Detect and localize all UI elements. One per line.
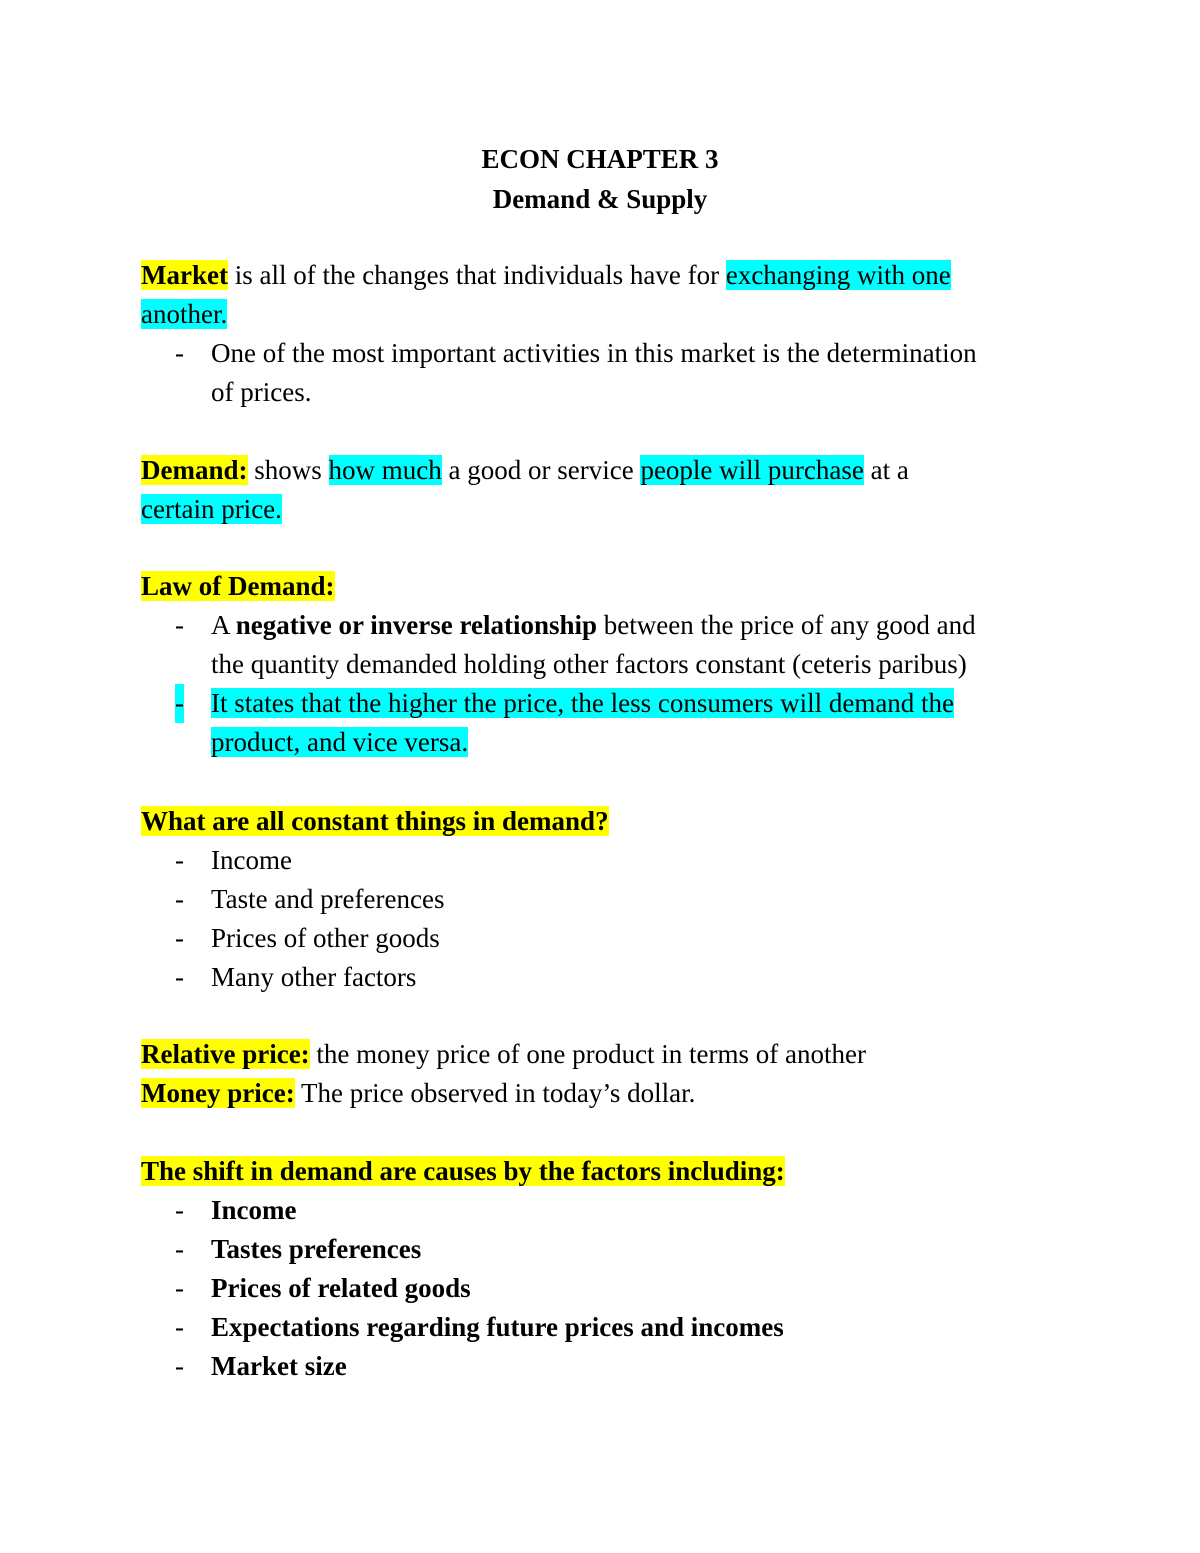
document-subtitle: Demand & Supply	[492, 184, 708, 214]
shift-in-demand-section	[141, 1152, 1061, 1386]
list-item	[141, 1269, 1061, 1308]
list-item	[141, 1230, 1061, 1269]
law-bullet-1-bold: negative or inverse relationship	[235, 610, 597, 640]
list-item-text: Market size	[211, 1351, 347, 1381]
relative-price-text: the money price of one product in terms of another	[309, 1039, 866, 1069]
prices-section	[141, 1035, 1061, 1113]
constant-things-section	[141, 802, 1061, 997]
law-bullet-2-text-2: product, and vice versa.	[211, 727, 469, 757]
list-item-text: Expectations regarding future prices and incomes	[211, 1312, 784, 1342]
demand-definition-line-1	[141, 451, 1061, 490]
demand-highlight-2: people will purchase	[640, 455, 864, 485]
bullet-dash: -	[175, 1273, 184, 1303]
list-item-text: Prices of related goods	[211, 1273, 471, 1303]
law-of-demand-heading-line	[141, 567, 1061, 606]
document-title: ECON CHAPTER 3	[481, 144, 719, 174]
bullet-dash: -	[175, 845, 184, 875]
relative-price-line	[141, 1035, 1061, 1074]
bullet-dash: -	[175, 1312, 184, 1342]
demand-text-3: at a	[863, 455, 909, 485]
market-bullet-continuation	[141, 373, 1061, 412]
list-item	[141, 958, 1061, 997]
list-item-text: Income	[211, 1195, 297, 1225]
demand-highlight-3: certain price.	[141, 494, 282, 524]
bullet-dash: -	[175, 338, 184, 368]
money-price-line	[141, 1074, 1061, 1113]
law-bullet-2	[141, 684, 1061, 723]
bullet-dash: -	[175, 923, 184, 953]
law-of-demand-heading: Law of Demand:	[141, 571, 335, 601]
market-section	[141, 256, 1061, 412]
demand-text-2: a good or service	[441, 455, 641, 485]
demand-definition-line-2	[141, 490, 1061, 529]
list-item	[141, 1347, 1061, 1386]
list-item-text: Many other factors	[211, 962, 417, 992]
demand-text-1: shows	[247, 455, 329, 485]
market-bullet-text-2: of prices.	[211, 377, 312, 407]
law-bullet-1-text-b: between the price of any good and	[597, 610, 976, 640]
market-term: Market	[141, 260, 228, 290]
money-price-term: Money price:	[141, 1078, 295, 1108]
bullet-dash: -	[175, 1195, 184, 1225]
bullet-dash: -	[175, 610, 184, 640]
law-bullet-2-continuation	[141, 723, 1061, 762]
money-price-text: The price observed in today’s dollar.	[294, 1078, 696, 1108]
relative-price-term: Relative price:	[141, 1039, 310, 1069]
shift-heading: The shift in demand are causes by the factors including:	[141, 1156, 785, 1186]
demand-section	[141, 451, 1061, 529]
list-item	[141, 1191, 1061, 1230]
constant-things-heading-line	[141, 802, 1061, 841]
bullet-dash: -	[175, 1351, 184, 1381]
list-item	[141, 919, 1061, 958]
market-definition-line-1	[141, 256, 1061, 295]
bullet-dash: -	[175, 884, 184, 914]
list-item	[141, 841, 1061, 880]
list-item-text: Tastes preferences	[211, 1234, 422, 1264]
list-item-text: Income	[211, 845, 292, 875]
bullet-dash: -	[175, 684, 184, 723]
law-bullet-1-text-a: A	[211, 610, 236, 640]
law-bullet-1-continuation	[141, 645, 1061, 684]
law-bullet-1	[141, 606, 1061, 645]
list-item	[141, 880, 1061, 919]
market-text: is all of the changes that individuals have for	[227, 260, 726, 290]
market-highlight-1: exchanging with one	[725, 260, 951, 290]
law-bullet-2-text-1: It states that the higher the price, the less consumers will demand the	[211, 688, 955, 718]
bullet-dash: -	[175, 1234, 184, 1264]
market-bullet-text-1: One of the most important activities in this market is the determination	[211, 338, 977, 368]
market-bullet	[141, 334, 1061, 373]
list-item	[141, 1308, 1061, 1347]
demand-term: Demand:	[141, 455, 248, 485]
demand-highlight-1: how much	[328, 455, 442, 485]
law-of-demand-section	[141, 567, 1061, 762]
bullet-dash: -	[175, 962, 184, 992]
shift-heading-line	[141, 1152, 1061, 1191]
law-bullet-1-text-2: the quantity demanded holding other factors constant (ceteris paribus)	[211, 649, 967, 679]
market-highlight-2: another.	[141, 299, 228, 329]
list-item-text: Prices of other goods	[211, 923, 440, 953]
list-item-text: Taste and preferences	[211, 884, 445, 914]
constant-things-heading: What are all constant things in demand?	[141, 806, 609, 836]
market-definition-line-2	[141, 295, 1061, 334]
